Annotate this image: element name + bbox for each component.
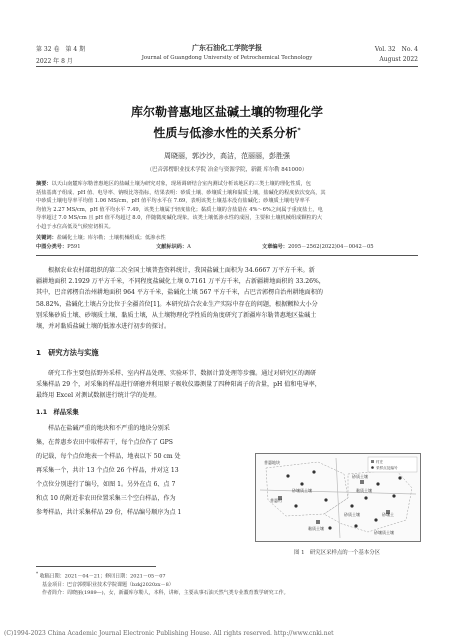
section-1-line: 研究工作主要包括野外采样、室内样品处理、实验环节、数据计算处理等步骤。通过对研究区的调研 xyxy=(48,370,317,377)
article-title-line-1: 库尔勒普惠地区盐碱土壤的物理化学 xyxy=(130,105,323,119)
footnote-fund: 基金项目：巴音郭楞职业技术学院课题（bzkj2020zx－8） xyxy=(42,581,174,588)
sample-point xyxy=(324,498,327,501)
sample-map xyxy=(256,454,420,541)
journal-title-en: Journal of Guangdong University of Petrochemical Technology xyxy=(141,55,313,61)
article-meta xyxy=(36,243,418,252)
village-label: 黏质土壤 xyxy=(308,526,324,531)
footnote-received-text: 收稿日期：2021－04－21；修回日期：2021－05－07 xyxy=(39,573,166,580)
section-1-1-line: 的记载，每个点位地表一个样品，地表以下 50 cm 处 xyxy=(36,453,181,460)
keywords-text: 盐碱化土壤；库尔勒；土壤机械组成；低渗水性 xyxy=(56,235,166,241)
section-heading: 1 研究方法与实施 xyxy=(36,348,99,357)
keywords-label: 关键词： xyxy=(36,235,57,241)
abstract-line-text: 以天山南麓库尔勒普惠地区的盐碱土壤为研究对象，现场调研结合室内测试分析该地区的三类土壤的理化性质，包 xyxy=(51,181,311,187)
intro-line: 其中，巴音郭楞自治州耕地面积 964 平方千米，盐碱化土壤 567 平方千米，占巴音郭楞自治州耕地面积的 xyxy=(36,289,323,297)
legend-village-marker xyxy=(371,460,374,463)
legend-sample-marker xyxy=(371,466,374,469)
footnote-author: 作者简介：周晓丽(1989—)，女，新疆库尔勒人，本科，讲师，主要从事石油天然气类专业教育教学研究工作。 xyxy=(42,589,289,596)
intro-line: 壤，并对黏质盐碱土壤的低渗水进行初步的探讨。 xyxy=(36,323,171,331)
sample-point xyxy=(392,494,395,497)
section-1-1-line: 参考样品，共计采集样品 29 份，样品编号顺序为点 1 xyxy=(36,509,182,516)
journal-title-cn: 广东石油化工学院学报 xyxy=(192,43,262,52)
sample-point xyxy=(354,524,357,527)
abstract-line: 小趋于水位高低及气候密切相关。 xyxy=(36,223,114,230)
abstract-line xyxy=(36,180,418,189)
abstract-line: 括盐基离子组成、pH 值、电导率、钠吸比等指标，结果表明：砂质土壤、砂壤质土壤和黏质土壤，盐碱化的程度依次变高，其 xyxy=(36,189,326,196)
village-label: 砂壤土 xyxy=(382,512,394,517)
sample-point xyxy=(300,482,303,485)
abstract-line: 中砂质土壤电导率平均值 1.06 MS/cm，pH 值平均水平在 7.69，表明该类土壤基本没有盐碱化；砂壤质土壤电导率平 xyxy=(36,198,310,205)
doc-code-label: 文献标识码： xyxy=(156,244,188,250)
sample-point xyxy=(312,470,315,473)
intro-line: 疆耕地面积 2.1929 万平方千米，不同程度盐碱化土壤 0.7161 万平方千米，占新疆耕地面积的 33.26%， xyxy=(36,278,325,286)
abstract xyxy=(36,180,418,232)
section-1-1-line: 和点 10 的附近非农田位置采集三个空白样品，作为 xyxy=(36,495,176,502)
sample-point xyxy=(350,504,353,507)
region-label: 砂质土壤 xyxy=(344,512,360,517)
copyright-notice: (C)1994-2023 China Academic Journal Electronic Publishing House. All rights reserved. http://www.cnki.net xyxy=(4,630,334,637)
region-label: 黏质土壤 xyxy=(356,488,372,493)
footnote-rule xyxy=(36,566,156,567)
figure-1 xyxy=(255,453,421,542)
sample-point xyxy=(374,518,377,521)
clc-number: P591 xyxy=(67,244,81,250)
date-left: 2022 年 8 月 xyxy=(36,58,73,65)
subsection-heading: 1.1 样品采集 xyxy=(36,409,79,416)
region-label: 砂壤质土壤 xyxy=(292,488,312,493)
village-marker xyxy=(360,480,364,484)
section-1-1-line: 个点位分别进行了编号，如图 1。另外在点 6、点 7 xyxy=(36,481,176,488)
article-title-line-2 xyxy=(0,124,454,141)
article-id-value: 2095－2562(2022)04－0042－05 xyxy=(287,244,374,250)
article-id-label: 文章编号： xyxy=(262,244,288,250)
date-right: August 2022 xyxy=(379,56,418,63)
title-line-2-text: 性质与低渗水性的关系分析 xyxy=(153,126,298,140)
intro-line: 58.82%，盐碱化土壤占分比位于全疆首位[1]。本研究结合农业生产实际中存在的问题，根据颗粒大小分 xyxy=(36,300,318,308)
section-1-paragraph xyxy=(36,368,418,402)
legend-sample-label: 采样点及编号 xyxy=(376,466,398,470)
abstract-line: 均值为 2.27 MS/cm，pH 值平均水平 7.49，该类土壤属于轻度盐化；黏质土壤的含盐量在 4%～6%之间属于重度盐土，电 xyxy=(36,206,323,213)
keywords xyxy=(36,234,418,243)
footnotes xyxy=(36,570,418,597)
affiliation: （巴音郭楞职业技术学院 冶金与资源学院，新疆 库尔勒 841000） xyxy=(146,167,308,173)
abstract-line: 导率超过 7.0 MS/cm 且 pH 值平均超过 8.0，伴随微度碱化现象。该类土壤低渗水性的成因，主要和土壤机械组成颗粒的大 xyxy=(36,215,323,222)
intro-line: 别采集砂质土壤、砂壤质土壤、黏质土壤，从土壤物理化学性质的角度研究了新疆库尔勒普惠地区盐碱土 xyxy=(36,311,317,319)
sample-point xyxy=(398,476,401,479)
footnote-received xyxy=(36,570,418,581)
sample-point xyxy=(376,482,379,485)
abstract-label: 摘要： xyxy=(36,181,52,187)
village-label: 砂质土壤 xyxy=(352,474,368,479)
section-1-1-line: 再采集一个，共计 13 个点位 26 个样品，并对这 13 xyxy=(36,467,179,474)
sample-point xyxy=(364,496,367,499)
legend-village-label: 村庄 xyxy=(376,460,384,464)
section-1-line: 采集样品 29 个，对采集的样品进行研磨并利用原子吸收仪器测量了四种阳离子的含量，pH 值和电导率， xyxy=(36,381,321,389)
section-1-1-line: 样品在盐碱严重的地块和不严重的地块分别采 xyxy=(48,425,170,432)
clc-label: 中图分类号： xyxy=(36,244,68,250)
village-marker xyxy=(316,520,320,524)
section-1-1-line: 集，在普惠乡农田中取样若干，每个点位作了 GPS xyxy=(36,439,173,446)
title-footnote-mark: * xyxy=(297,127,301,134)
sample-point xyxy=(294,504,297,507)
section-1-1-paragraph xyxy=(36,422,248,520)
volume-issue-left: 第 32 卷 第 4 期 xyxy=(36,46,86,53)
village-label: 普惠村 xyxy=(270,498,282,503)
sample-point xyxy=(328,526,331,529)
article-id xyxy=(262,243,374,252)
doc-code-value: A xyxy=(187,244,191,250)
section-1-line: 最终用 Excel 对测试数据进行统计学的处理。 xyxy=(36,392,161,400)
authors: 周晓丽，郭沙沙，高洁，范丽丽，彭胜强 xyxy=(164,152,290,160)
header-rule xyxy=(36,66,418,67)
intro-line: 根据农业农村部组织的第二次全国土壤普查资料统计，我国盐碱土面积为 34.6667 万平方千米。新 xyxy=(48,267,315,274)
intro-paragraph xyxy=(36,265,418,332)
sample-point xyxy=(286,474,289,477)
figure-caption: 图 1 研究区采样点的一个基本分区 xyxy=(293,550,380,556)
region-label: 普惠地块 xyxy=(264,460,280,465)
doc-code xyxy=(156,243,191,252)
abstract-rule xyxy=(36,255,418,256)
footnote-mark: * xyxy=(36,571,39,576)
region-label: 砂壤质土壤 xyxy=(374,530,394,535)
volume-issue-right: Vol. 32 No. 4 xyxy=(374,46,418,53)
